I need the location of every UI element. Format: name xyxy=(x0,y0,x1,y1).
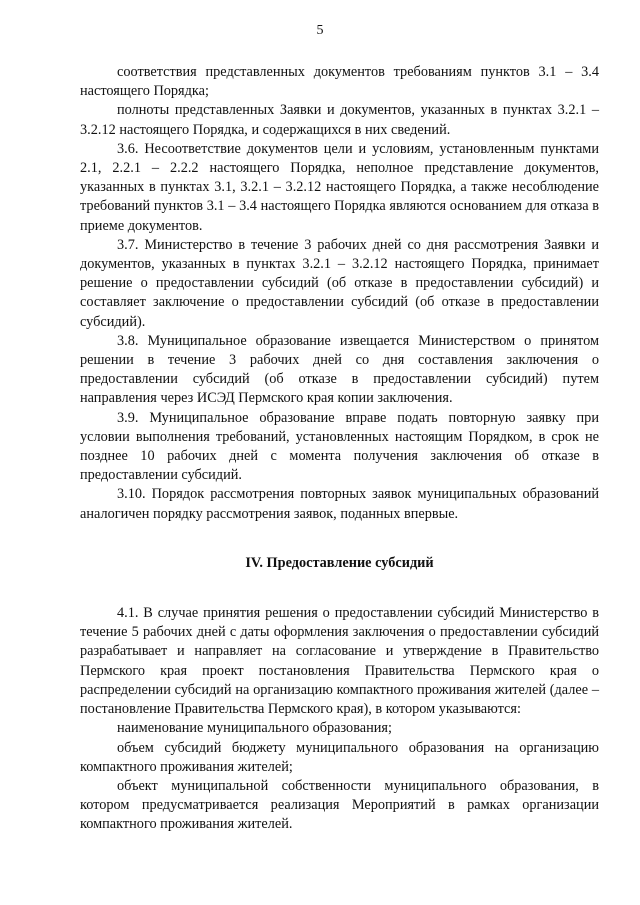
list-item-municipal-property: объект муниципальной собственности муниципального образования, в котором предусматривается реализация Мероприятий в рамках организации компактного проживания жителей. xyxy=(80,777,599,833)
paragraph-criteria-compliance: соответствия представленных документов требованиям пунктов 3.1 – 3.4 настоящего Порядка; xyxy=(80,64,599,100)
paragraph-3-8: 3.8. Муниципальное образование извещается Министерством о принятом решении в течение 3 рабочих дней со дня составления заключения о предоставлении субсидий (об отказе в предоставлении субсидий) путем направления через ИСЭД Пермского края копии заключения. xyxy=(80,332,599,407)
paragraph-3-10: 3.10. Порядок рассмотрения повторных заявок муниципальных образований аналогичен порядку рассмотрения заявок, поданных впервые. xyxy=(80,486,599,522)
list-item-municipality-name: наименование муниципального образования; xyxy=(117,720,392,737)
list-item-subsidy-volume: объем субсидий бюджету муниципального образования на организацию компактного проживания жителей; xyxy=(80,739,599,775)
paragraph-criteria-completeness: полноты представленных Заявки и документов, указанных в пунктах 3.2.1 – 3.2.12 настоящего Порядка, и содержащихся в них сведений. xyxy=(80,102,599,138)
page-number: 5 xyxy=(316,23,324,38)
paragraph-3-9: 3.9. Муниципальное образование вправе подать повторную заявку при условии выполнения требований, установленных настоящим Порядком, в срок не позднее 10 рабочих дней с момента получения заключения об отказе в предоставлении субсидий. xyxy=(80,409,599,484)
paragraph-3-7: 3.7. Министерство в течение 3 рабочих дней со дня рассмотрения Заявки и документов, указанных в пунктах 3.2.1 – 3.2.12 настоящего Порядка, принимает решение о предоставлении субсидий (об отказе в предоставлении субсидий) и составляет заключение о предоставлении субсидий (об отказе в предоставлении субсидий). xyxy=(80,236,599,330)
document-body xyxy=(80,63,599,835)
paragraph-3-6: 3.6. Несоответствие документов цели и условиям, установленным пунктами 2.1, 2.2.1 – 2.2.2 настоящего Порядка, неполное представление документов, указанных в пунктах 3.1, 3.2.1 – 3.2.12 настоящего Порядка, а также несоблюдение требований пунктов 3.1 – 3.4 настоящего Порядка являются основанием для отказа в приеме документов. xyxy=(80,140,599,234)
paragraph-4-1: 4.1. В случае принятия решения о предоставлении субсидий Министерство в течение 5 рабочих дней с даты оформления заключения о предоставлении субсидий разрабатывает и направляет на согласование и утверждение в Правительство Пермского края проект постановления Правительства Пермского края о распределении субсидий на организацию компактного проживания жителей (далее – постановление Правительства Пермского края), в котором указываются: xyxy=(80,605,599,718)
section-heading: IV. Предоставление субсидий xyxy=(245,554,434,571)
